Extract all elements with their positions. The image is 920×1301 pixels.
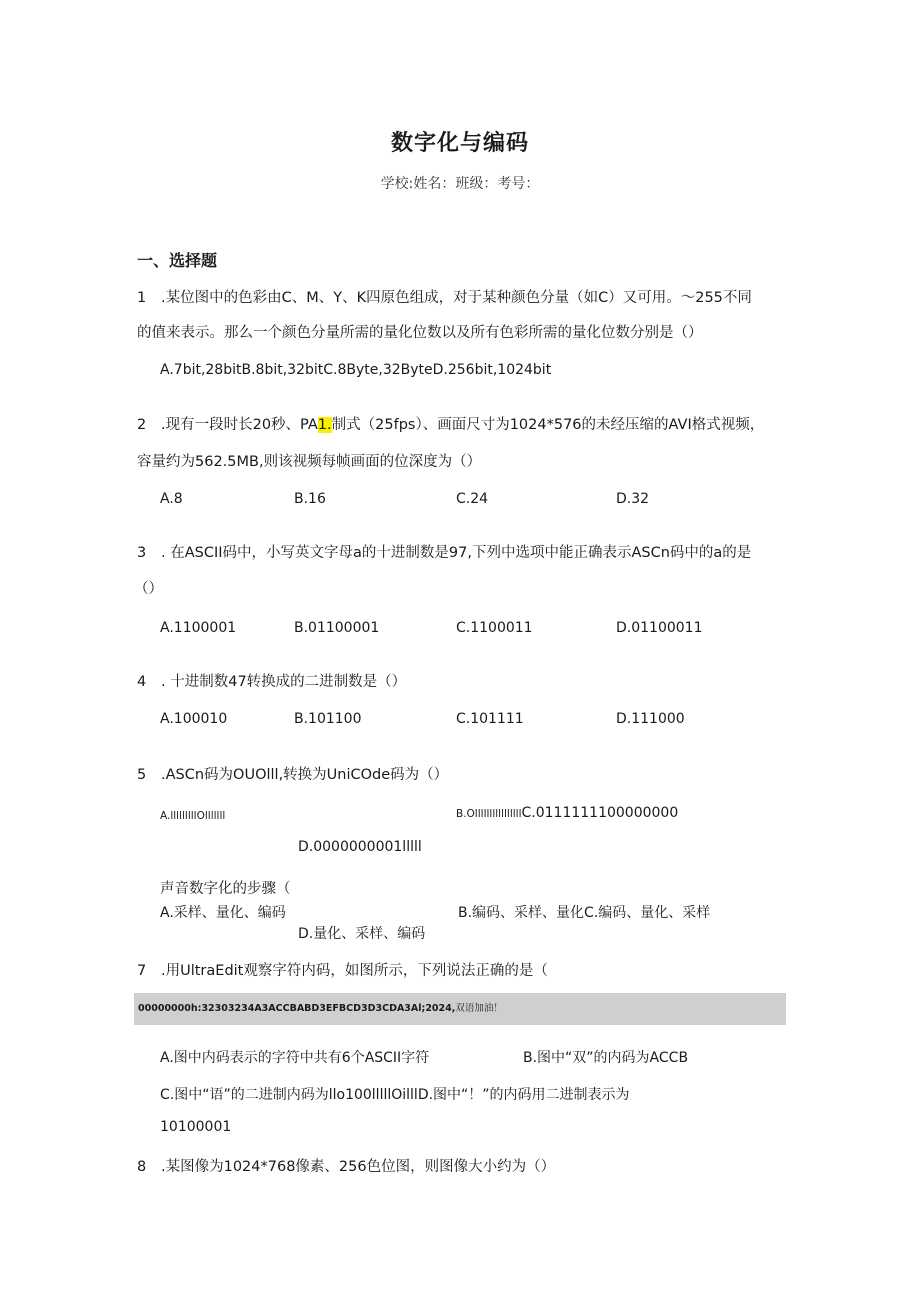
student-info-line: 学校:姓名：班级：考号： <box>380 176 540 192</box>
question-text: .用UltraEdit观察字符内码，如图所示，下列说法正确的是（ <box>161 963 548 979</box>
hex-dump-chars: 双语加油！ <box>455 1003 503 1014</box>
option-a: A.1100001 <box>160 620 237 636</box>
question-2-continuation: 容量约为562.5MB,则该视频每帧画面的位深度为（） <box>137 454 482 470</box>
question-1-continuation: 的值来表示。那么一个颜色分量所需的量化位数以及所有色彩所需的量化位数分别是（） <box>137 325 703 341</box>
question-number: 2 <box>137 417 147 433</box>
question-number: 4 <box>137 674 147 690</box>
question-6: 声音数字化的步骤（ <box>160 881 291 897</box>
question-text: .现有一段时长20秒、PA <box>161 417 318 433</box>
page-title: 数字化与编码 <box>390 131 529 156</box>
option-c: C.101111 <box>456 711 524 727</box>
option-b-c: B.编码、采样、量化C.编码、量化、采样 <box>458 905 711 921</box>
question-4 <box>137 670 406 691</box>
question-text: .某位图中的色彩由C、M、Y、K四原色组成，对于某种颜色分量（如C）又可用。～255不同 <box>161 290 752 306</box>
option-c-text: C.0111111100000000 <box>521 805 679 821</box>
option-d: D.0000000001lllll <box>298 839 422 855</box>
option-c-d: C.图中“语”的二进制内码为llo100lllllOilllD.图中“！”的内码用二进制表示为 <box>160 1087 630 1103</box>
option-a-label: A. <box>160 810 171 822</box>
option-a <box>160 804 225 823</box>
option-d: D.32 <box>616 491 650 507</box>
question-8 <box>137 1155 555 1176</box>
question-2 <box>137 413 764 434</box>
question-text: .某图像为1024*768像素、256色位图，则图像大小约为（） <box>161 1159 556 1175</box>
option-c: C.24 <box>456 491 489 507</box>
hex-dump-bar <box>134 993 786 1025</box>
question-3-continuation: （） <box>134 581 163 597</box>
option-a-text: lllllllllOlllllll <box>170 810 226 822</box>
question-number: 3 <box>137 545 147 561</box>
option-b-label: B. <box>456 808 467 820</box>
question-text: . 十进制数47转换成的二进制数是（） <box>161 674 407 690</box>
question-1 <box>137 286 752 307</box>
option-b: B.图中“双”的内码为ACCB <box>523 1050 689 1066</box>
option-d: D.量化、采样、编码 <box>298 926 426 942</box>
option-b-c <box>456 802 678 821</box>
question-1-options: A.7bit,28bitB.8bit,32bitC.8Byte,32ByteD.256bit,1024bit <box>160 362 552 378</box>
option-a: A.采样、量化、编码 <box>160 905 286 921</box>
option-b: B.16 <box>294 491 326 507</box>
question-number: 7 <box>137 963 147 979</box>
question-7 <box>137 959 548 980</box>
question-number: 5 <box>137 767 147 783</box>
option-d: D.111000 <box>616 711 685 727</box>
question-number: 1 <box>137 290 147 306</box>
option-a: A.图中内码表示的字符中共有6个ASCII字符 <box>160 1050 430 1066</box>
option-c: C.1100011 <box>456 620 533 636</box>
option-b-text: Ollllllllllllllll <box>466 808 522 820</box>
option-d-continuation: 10100001 <box>160 1119 232 1135</box>
highlighted-text: 1. <box>317 417 332 433</box>
question-3 <box>137 541 751 562</box>
option-d: D.01100011 <box>616 620 703 636</box>
question-number: 8 <box>137 1159 147 1175</box>
section-heading: 一、选择题 <box>137 251 218 270</box>
option-b: B.01100001 <box>294 620 380 636</box>
question-text-rest: 制式（25fps）、画面尺寸为1024*576的未经压缩的AVI格式视频， <box>331 417 765 433</box>
option-a: A.100010 <box>160 711 228 727</box>
question-5 <box>137 763 448 784</box>
hex-dump-text: 00000000h:32303234A3ACCBABD3EFBCD3D3CDA3Al;2024, <box>138 1003 456 1014</box>
option-b: B.101100 <box>294 711 362 727</box>
question-text: .ASCn码为OUOlll,转换为UniCOde码为（） <box>161 767 449 783</box>
option-a: A.8 <box>160 491 183 507</box>
question-text: . 在ASCII码中，小写英文字母a的十进制数是97,下列中选项中能正确表示ASCn码中的a的是 <box>161 545 752 561</box>
